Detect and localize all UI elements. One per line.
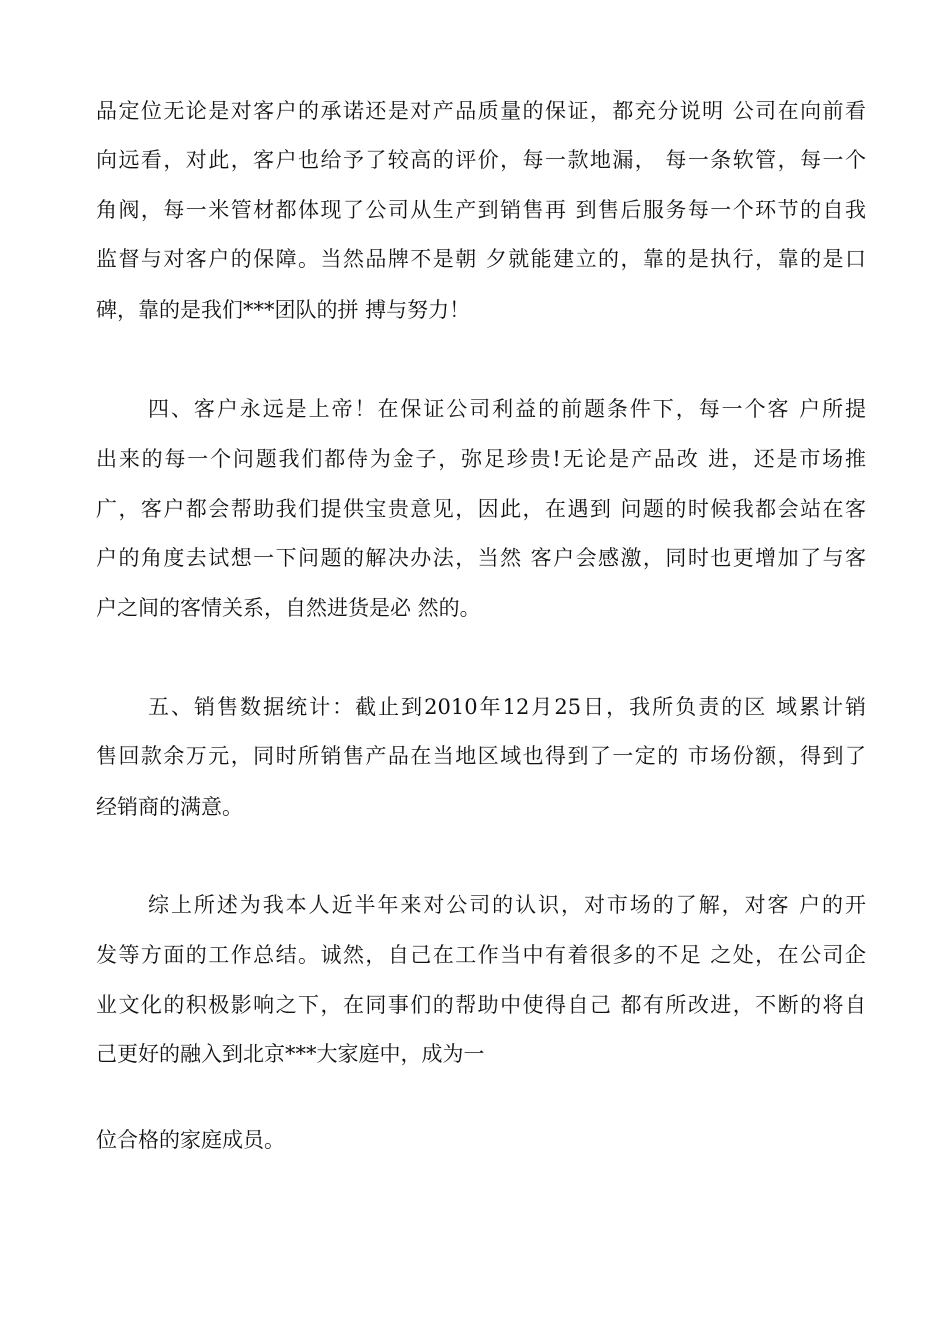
text-line: 广，客户都会帮助我们提供宝贵意见，因此，在遇到 问题的时候我都会站在客 xyxy=(96,497,866,521)
text-line: 五、销售数据统计：截止到2010年12月25日，我所负责的区 域累计销 xyxy=(148,695,866,719)
text-line: 户的角度去试想一下问题的解决办法，当然 客户会感激，同时也更增加了与客 xyxy=(96,546,866,570)
text-line: 监督与对客户的保障。当然品牌不是朝 夕就能建立的，靠的是执行，靠的是口 xyxy=(96,247,866,271)
text-line: 己更好的融入到北京***大家庭中，成为一 xyxy=(96,1042,485,1066)
text-line: 经销商的满意。 xyxy=(96,795,243,819)
text-line: 位合格的家庭成员。 xyxy=(96,1128,285,1152)
text-line: 业文化的积极影响之下，在同事们的帮助中使得自己 都有所改进，不断的将自 xyxy=(96,993,866,1017)
text-line: 发等方面的工作总结。诚然，自己在工作当中有着很多的不足 之处，在公司企 xyxy=(96,943,866,967)
text-line: 售回款余万元，同时所销售产品在当地区域也得到了一定的 市场份额，得到了 xyxy=(96,744,866,768)
text-line: 四、客户永远是上帝！在保证公司利益的前题条件下，每一个客 户所提 xyxy=(148,397,866,421)
text-line: 品定位无论是对客户的承诺还是对产品质量的保证，都充分说明 公司在向前看 xyxy=(96,99,866,123)
text-line: 综上所述为我本人近半年来对公司的认识，对市场的了解，对客 户的开 xyxy=(148,893,866,917)
text-line: 向远看，对此，客户也给予了较高的评价，每一款地漏， 每一条软管，每一个 xyxy=(96,148,866,172)
text-line: 户之间的客情关系，自然进货是必 然的。 xyxy=(96,596,481,620)
text-line: 角阀，每一米管材都体现了公司从生产到销售再 到售后服务每一个环节的自我 xyxy=(96,198,866,222)
text-line: 出来的每一个问题我们都侍为金子，弥足珍贵!无论是产品改 进，还是市场推 xyxy=(96,447,866,471)
text-line: 碑，靠的是我们***团队的拼 搏与努力！ xyxy=(96,298,471,322)
